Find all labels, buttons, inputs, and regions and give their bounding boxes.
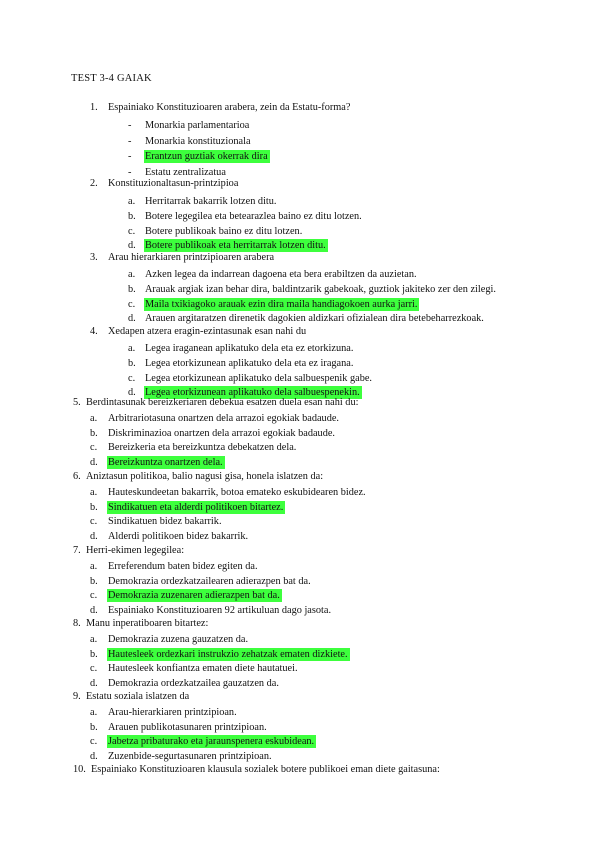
option-text: Legea iraganean aplikatuko dela eta ez etorkizuna.	[145, 343, 354, 354]
option-text: Demokrazia ordezkatzailea gauzatzen da.	[108, 677, 279, 689]
option-text: Monarkia konstituzionala	[145, 135, 251, 147]
option-marker: -	[128, 120, 132, 131]
option-text: Demokrazia ordezkatzailearen adierazpen bat da.	[108, 575, 311, 587]
option-marker: -	[128, 166, 132, 178]
option-marker: b.	[90, 721, 98, 733]
option-marker: c.	[90, 736, 98, 748]
page-title: TEST 3-4 GAIAK	[71, 73, 152, 84]
option-marker: c.	[90, 590, 98, 602]
question-number: 5.	[73, 397, 81, 408]
option-text: Monarkia parlamentarioa	[145, 120, 250, 131]
option-text: Erreferendum baten bidez egiten da.	[108, 561, 258, 572]
option-text-highlighted: Sindikatuen eta alderdi politikoen bitartez.	[108, 501, 284, 513]
option-marker: c.	[90, 516, 98, 528]
question-number: 10.	[73, 764, 86, 775]
question-text: Estatu soziala islatzen da	[86, 691, 190, 702]
option-text-highlighted: Legea etorkizunean aplikatuko dela salbuespenekin.	[145, 387, 360, 399]
option-marker: d.	[90, 456, 98, 468]
option-text-highlighted: Maila txikiagoko arauak ezin dira maila handiagokoen aurka jarri.	[145, 298, 418, 310]
option-text: Hautesleek konfiantza ematen diete hautatuei.	[108, 663, 298, 675]
question-number: 9.	[73, 691, 81, 702]
option-text-highlighted: Botere publikoak eta herritarrak lotzen ditu.	[145, 240, 326, 252]
option-marker: d.	[90, 530, 98, 542]
question-number: 3.	[90, 252, 98, 263]
option-marker: c.	[128, 372, 136, 384]
option-text: Zuzenbide-segurtasunaren printzipioan.	[108, 750, 272, 762]
option-marker: c.	[90, 663, 98, 675]
option-marker: c.	[90, 442, 98, 454]
option-marker: d.	[128, 387, 136, 399]
option-text-highlighted: Jabetza pribaturako eta jaraunspenera eskubidean.	[108, 736, 315, 748]
option-marker: -	[128, 135, 132, 147]
question-number: 8.	[73, 618, 81, 629]
option-text: Arau-hierarkiaren printzipioan.	[108, 707, 237, 718]
option-marker: a.	[128, 196, 136, 207]
question-text: Aniztasun politikoa, balio nagusi gisa, honela islatzen da:	[86, 471, 324, 482]
option-text: Arauen argitaratzen direnetik dagokien aldizkari ofizialean dira betebeharrezkoak.	[145, 313, 484, 325]
option-marker: d.	[90, 604, 98, 616]
option-marker: a.	[128, 269, 136, 280]
option-text: Espainiako Konstituzioaren 92 artikuluan dago jasota.	[108, 604, 332, 616]
question-text: Arau hierarkiaren printzipioaren arabera	[108, 252, 275, 263]
option-text: Hauteskundeetan bakarrik, botoa emateko eskubidearen bidez.	[108, 487, 366, 498]
question-text: Xedapen atzera eragin-ezintasunak esan nahi du	[108, 326, 307, 337]
option-marker: b.	[90, 648, 98, 660]
question-number: 7.	[73, 545, 81, 556]
option-text: Arbitrariotasuna onartzen dela arrazoi egokiak badaude.	[108, 413, 339, 424]
question-number: 6.	[73, 471, 81, 482]
option-text: Botere publikoak baino ez ditu lotzen.	[145, 225, 303, 237]
option-marker: d.	[90, 677, 98, 689]
option-marker: b.	[90, 427, 98, 439]
question-text: Manu inperatiboaren bitartez:	[86, 618, 209, 629]
option-text-highlighted: Erantzun guztiak okerrak dira	[145, 151, 268, 162]
question-number: 4.	[90, 326, 98, 337]
option-text-highlighted: Bereizkuntza onartzen dela.	[108, 456, 223, 468]
option-marker: a.	[90, 413, 98, 424]
option-text: Arauak argiak izan behar dira, baldintzarik gabekoak, guztiok jakiteko zer den zilegi.	[145, 283, 496, 295]
option-marker: d.	[128, 240, 136, 252]
option-marker: d.	[90, 750, 98, 762]
option-marker: c.	[128, 225, 136, 237]
option-text-highlighted: Demokrazia zuzenaren adierazpen bat da.	[108, 590, 280, 602]
question-text: Konstituzionaltasun-printzipioa	[108, 178, 239, 189]
option-marker: a.	[90, 561, 98, 572]
option-marker: a.	[90, 707, 98, 718]
option-marker: a.	[128, 343, 136, 354]
option-text: Alderdi politikoen bidez bakarrik.	[108, 530, 249, 542]
option-marker: a.	[90, 487, 98, 498]
option-marker: a.	[90, 634, 98, 645]
option-marker: b.	[128, 357, 136, 369]
option-text: Diskriminazioa onartzen dela arrazoi egokiak badaude.	[108, 427, 335, 439]
option-text: Arauen publikotasunaren printzipioan.	[108, 721, 267, 733]
option-marker: b.	[90, 501, 98, 513]
question-text: Berdintasunak bereizkeriaren debekua esatzen duela esan nahi du:	[86, 397, 359, 408]
option-marker: -	[128, 151, 132, 162]
question-text: Espainiako Konstituzioaren klausula sozialek botere publikoei eman diete gaitasuna:	[91, 764, 440, 775]
option-text: Demokrazia zuzena gauzatzen da.	[108, 634, 249, 645]
option-text: Estatu zentralizatua	[145, 166, 226, 178]
option-text: Herritarrak bakarrik lotzen ditu.	[145, 196, 277, 207]
option-marker: b.	[128, 283, 136, 295]
option-marker: d.	[128, 313, 136, 325]
question-text: Espainiako Konstituzioaren arabera, zein da Estatu-forma?	[108, 102, 351, 113]
option-text: Sindikatuen bidez bakarrik.	[108, 516, 222, 528]
option-text: Legea etorkizunean aplikatuko dela salbuespenik gabe.	[145, 372, 373, 384]
question-text: Herri-ekimen legegilea:	[86, 545, 185, 556]
option-marker: b.	[128, 210, 136, 222]
option-text-highlighted: Hautesleek ordezkari instrukzio zehatzak ematen dizkiete.	[108, 648, 348, 660]
question-number: 1.	[90, 102, 98, 113]
option-marker: b.	[90, 575, 98, 587]
option-marker: c.	[128, 298, 136, 310]
option-text: Botere legegilea eta betearazlea baino ez ditu lotzen.	[145, 210, 362, 222]
question-number: 2.	[90, 178, 98, 189]
option-text: Bereizkeria eta bereizkuntza debekatzen dela.	[108, 442, 297, 454]
option-text: Legea etorkizunean aplikatuko dela eta ez iragana.	[145, 357, 354, 369]
option-text: Azken legea da indarrean dagoena eta bera erabiltzen da auzietan.	[145, 269, 417, 280]
